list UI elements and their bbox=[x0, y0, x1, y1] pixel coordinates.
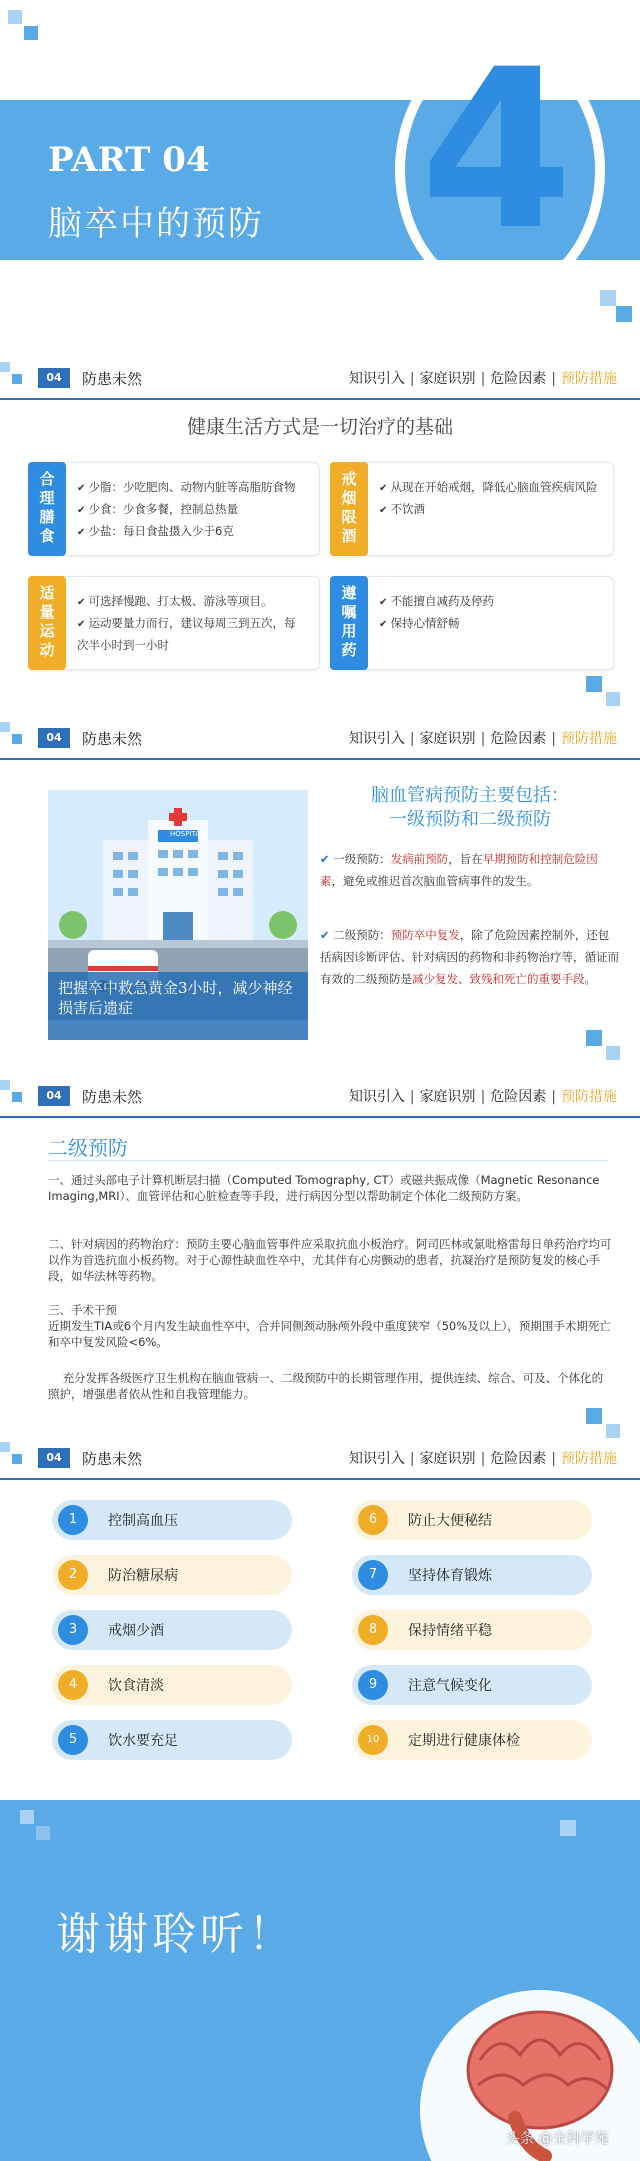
section-divider bbox=[0, 1116, 640, 1118]
section-title: 防患未然 bbox=[82, 730, 143, 748]
list-item: ✔ 少盐：每日食盐摄入少于6克 bbox=[77, 521, 296, 543]
lifestyle-card bbox=[28, 462, 320, 556]
measure-item bbox=[52, 1555, 292, 1595]
section-divider bbox=[0, 758, 640, 760]
measure-item bbox=[52, 1665, 292, 1705]
measure-text: 饮水要充足 bbox=[108, 1733, 178, 1749]
tab-risk[interactable]: 危险因素 bbox=[490, 731, 547, 747]
measure-item bbox=[352, 1555, 592, 1595]
card-list bbox=[379, 477, 599, 521]
prevention-heading-line: 脑血管病预防主要包括： bbox=[371, 785, 569, 806]
primary-highlight: 早期预防和控制危险因素 bbox=[320, 852, 598, 888]
section-header bbox=[0, 1440, 640, 1480]
measure-text: 保持情绪平稳 bbox=[408, 1623, 492, 1639]
thanks-banner bbox=[0, 1800, 640, 2161]
tab-prevention[interactable]: 预防措施 bbox=[561, 371, 617, 387]
list-item: ✔ 保持心情舒畅 bbox=[379, 613, 494, 635]
measure-number: 2 bbox=[58, 1560, 88, 1590]
prevention-heading bbox=[320, 784, 620, 832]
section-title: 防患未然 bbox=[82, 370, 143, 388]
measure-number: 1 bbox=[58, 1505, 88, 1535]
tab-risk[interactable]: 危险因素 bbox=[490, 1451, 547, 1467]
paragraph: 二、针对病因的药物治疗：预防主要心脑血管事件应采取抗血小板治疗。阿司匹林或氯吡格雷每日单药治疗均可以作为首选抗血小板药物。对于心源性缺血性卒中，尤其伴有心房颤动的患者，抗凝治疗是预防复发的核心手段，如华法林等药物。 bbox=[48, 1237, 612, 1283]
paragraph: 一、通过头部电子计算机断层扫描（Computed Tomography, CT）或磁共振成像（Magnetic Resonance Imaging,MRI）、血管评估和心脏检查等手段，进行病因分型以帮助制定个体化二级预防方案。 bbox=[48, 1173, 600, 1203]
measure-text: 戒烟少酒 bbox=[108, 1623, 164, 1639]
measure-text: 防止大便秘结 bbox=[408, 1513, 492, 1529]
measure-number: 3 bbox=[58, 1615, 88, 1645]
secondary-text: 。 bbox=[584, 972, 596, 986]
tab-knowledge[interactable]: 知识引入 bbox=[348, 371, 405, 387]
measure-item bbox=[352, 1500, 592, 1540]
measure-number: 5 bbox=[58, 1725, 88, 1755]
card-tag: 合理膳食 bbox=[28, 462, 66, 556]
secondary-highlight: 预防卒中复发 bbox=[390, 928, 460, 942]
lifestyle-subtitle: 健康生活方式是一切治疗的基础 bbox=[186, 416, 453, 438]
tab-prevention[interactable]: 预防措施 bbox=[561, 731, 617, 747]
list-item: ✔ 不能擅自减药及停药 bbox=[379, 591, 494, 613]
tab-prevention[interactable]: 预防措施 bbox=[561, 1451, 617, 1467]
measure-number: 10 bbox=[358, 1725, 388, 1755]
list-item: ✔ 不饮酒 bbox=[379, 499, 599, 521]
heading-underline bbox=[48, 1160, 608, 1161]
section-tabs: 知识引入 | 家庭识别 | 危险因素 | 预防措施 bbox=[344, 728, 622, 748]
section-tabs: 知识引入 | 家庭识别 | 危险因素 | 预防措施 bbox=[344, 1086, 622, 1106]
decor-squares-icon bbox=[0, 1440, 40, 1480]
decor-squares-icon bbox=[0, 360, 40, 400]
section-title: 防患未然 bbox=[82, 1450, 143, 1468]
section-header bbox=[0, 1078, 640, 1118]
secondary-prevention-text: ✔ 二级预防：预防卒中复发，除了危险因素控制外，还包括病因诊断评估、针对病因的药物和非药物治疗等，循证而有效的二级预防是减少复发、致残和死亡的重要手段。 bbox=[320, 928, 619, 986]
card-list bbox=[77, 591, 307, 656]
tab-knowledge[interactable]: 知识引入 bbox=[348, 1089, 405, 1105]
tab-family[interactable]: 家庭识别 bbox=[419, 1451, 476, 1467]
paragraph: 充分发挥各级医疗卫生机构在脑血管病一、二级预防中的长期管理作用，提供连续、综合、可及、个体化的照护，增强患者依从性和自我管理能力。 bbox=[48, 1371, 604, 1401]
hospital-sign: HOSPITAL bbox=[170, 830, 204, 838]
card-list bbox=[379, 591, 494, 635]
decor-square bbox=[24, 26, 38, 40]
measure-text: 饮食清淡 bbox=[108, 1678, 164, 1694]
section-divider bbox=[0, 398, 640, 400]
paragraph: 三、手术干预 近期发生TIA或6个月内发生缺血性卒中，合并同侧颈动脉颅外段中重度狭窄（50%及以上），预期围手术期死亡和卒中复发风险<6%。 bbox=[48, 1303, 611, 1349]
cover-part-label: PART 04 bbox=[48, 140, 210, 180]
lifestyle-card bbox=[330, 462, 614, 556]
measure-item bbox=[52, 1610, 292, 1650]
measure-text: 定期进行健康体检 bbox=[408, 1733, 520, 1749]
tab-risk[interactable]: 危险因素 bbox=[490, 371, 547, 387]
brain-icon bbox=[0, 1800, 640, 2161]
primary-prevention-text: ✔ 一级预防：发病前预防，旨在早期预防和控制危险因素，避免或推迟首次脑血管病事件的发生。 bbox=[320, 852, 598, 888]
section-badge: 04 bbox=[38, 728, 70, 748]
tab-family[interactable]: 家庭识别 bbox=[419, 731, 476, 747]
cover-number: 4 bbox=[420, 22, 574, 278]
secondary-heading: 二级预防 bbox=[48, 1136, 128, 1160]
measure-text: 坚持体育锻炼 bbox=[408, 1568, 492, 1584]
list-item: ✔ 可选择慢跑、打太极、游泳等项目。 bbox=[77, 591, 307, 613]
card-tag: 适量运动 bbox=[28, 576, 66, 670]
measure-item bbox=[352, 1610, 592, 1650]
section-badge: 04 bbox=[38, 1448, 70, 1468]
decor-square bbox=[606, 692, 620, 706]
prevention-heading-line: 一级预防和二级预防 bbox=[389, 809, 551, 830]
list-item: ✔ 从现在开始戒烟，降低心脑血管疾病风险 bbox=[379, 477, 599, 499]
primary-text: ，旨在 bbox=[448, 852, 483, 866]
section-badge: 04 bbox=[38, 368, 70, 388]
list-item: ✔ 少脂：少吃肥肉、动物内脏等高脂肪食物 bbox=[77, 477, 296, 499]
list-item: ✔ 运动要量力而行，建议每周三到五次，每次半小时到一小时 bbox=[77, 613, 307, 656]
measure-item bbox=[52, 1500, 292, 1540]
card-list bbox=[77, 477, 296, 543]
tab-family[interactable]: 家庭识别 bbox=[419, 1089, 476, 1105]
decor-square bbox=[586, 1030, 602, 1046]
card-tag: 戒烟限酒 bbox=[330, 462, 368, 556]
decor-square bbox=[600, 290, 616, 306]
cover-title: 脑卒中的预防 bbox=[48, 204, 264, 244]
cover-section bbox=[0, 0, 640, 330]
decor-square bbox=[8, 10, 22, 24]
lifestyle-card bbox=[28, 576, 320, 670]
decor-square bbox=[606, 1424, 620, 1438]
decor-square bbox=[616, 306, 632, 322]
tab-family[interactable]: 家庭识别 bbox=[419, 371, 476, 387]
section-badge: 04 bbox=[38, 1086, 70, 1106]
measure-number: 8 bbox=[358, 1615, 388, 1645]
tab-knowledge[interactable]: 知识引入 bbox=[348, 1451, 405, 1467]
tab-prevention[interactable]: 预防措施 bbox=[561, 1089, 617, 1105]
primary-highlight: 发病前预防 bbox=[390, 852, 449, 866]
section-tabs: 知识引入 | 家庭识别 | 危险因素 | 预防措施 bbox=[344, 368, 622, 388]
thanks-text: 谢谢聆听！ bbox=[56, 1909, 296, 1960]
secondary-label: 二级预防： bbox=[333, 928, 391, 942]
measure-item bbox=[352, 1720, 592, 1760]
measure-text: 注意气候变化 bbox=[408, 1678, 492, 1694]
section-title: 防患未然 bbox=[82, 1088, 143, 1106]
secondary-highlight: 减少复发、致残和死亡的重要手段 bbox=[412, 972, 585, 986]
measure-item bbox=[352, 1665, 592, 1705]
tab-knowledge[interactable]: 知识引入 bbox=[348, 731, 405, 747]
section-divider bbox=[0, 1478, 640, 1480]
decor-squares-icon bbox=[0, 1078, 40, 1118]
decor-square bbox=[586, 1408, 602, 1424]
watermark: 头条 @全科学苑 bbox=[506, 2131, 609, 2147]
measure-text: 控制高血压 bbox=[108, 1513, 178, 1529]
measure-number: 7 bbox=[358, 1560, 388, 1590]
decor-square bbox=[606, 1046, 620, 1060]
image-caption: 把握卒中救急黄金3小时，减少神经损害后遗症 bbox=[48, 972, 308, 1040]
list-item: ✔ 少食：少食多餐，控制总热量 bbox=[77, 499, 296, 521]
decor-square bbox=[586, 676, 602, 692]
measure-number: 4 bbox=[58, 1670, 88, 1700]
section-header bbox=[0, 360, 640, 400]
primary-label: 一级预防： bbox=[333, 852, 391, 866]
measure-text: 防治糖尿病 bbox=[108, 1568, 178, 1584]
tab-risk[interactable]: 危险因素 bbox=[490, 1089, 547, 1105]
measure-number: 6 bbox=[358, 1505, 388, 1535]
lifestyle-card bbox=[330, 576, 614, 670]
section-header bbox=[0, 720, 640, 760]
decor-squares-icon bbox=[0, 720, 40, 760]
card-tag: 遵嘱用药 bbox=[330, 576, 368, 670]
section-tabs: 知识引入 | 家庭识别 | 危险因素 | 预防措施 bbox=[344, 1448, 622, 1468]
secondary-text: ，除了危险因素控制外，还包括病因诊断评估、针对病因的药物和非药物治疗等，循证而有效的二级预防是 bbox=[320, 928, 619, 986]
measure-number: 9 bbox=[358, 1670, 388, 1700]
measure-item bbox=[52, 1720, 292, 1760]
primary-text: ，避免或推迟首次脑血管病事件的发生。 bbox=[331, 874, 539, 888]
